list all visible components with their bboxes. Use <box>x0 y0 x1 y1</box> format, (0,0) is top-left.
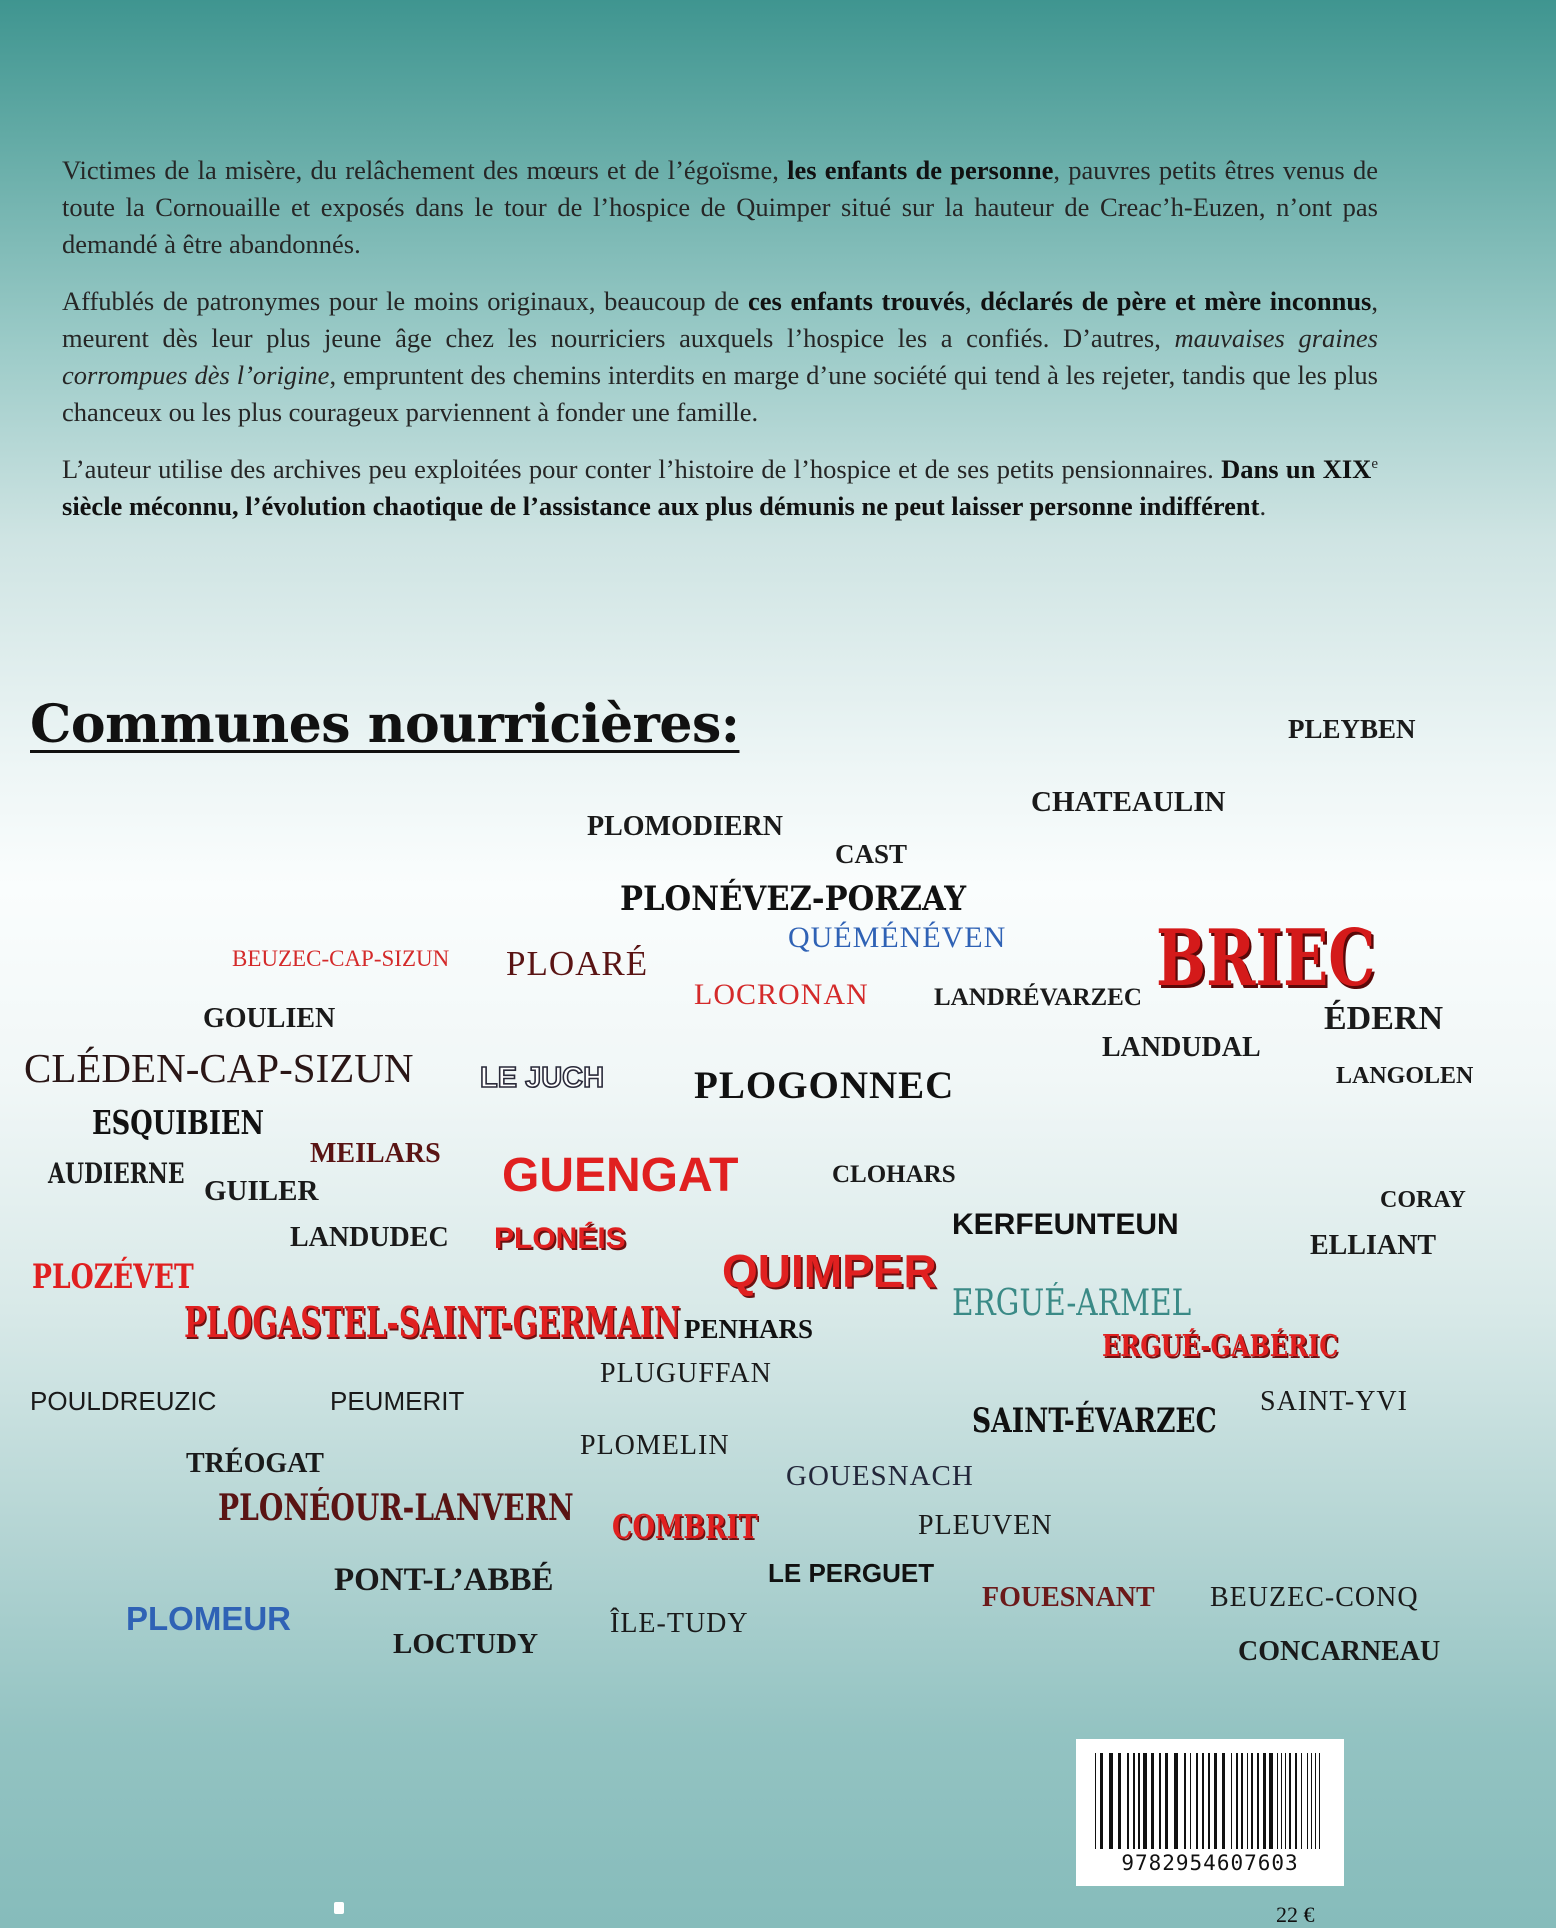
barcode-bar <box>1257 1753 1259 1849</box>
commune-langolen: LANGOLEN <box>1336 1063 1474 1089</box>
barcode-bar <box>1138 1753 1140 1849</box>
commune-gouesnach: GOUESNACH <box>786 1460 974 1492</box>
commune-chateaulin: CHATEAULIN <box>1031 786 1226 818</box>
commune-ploneis: PLONÉIS <box>494 1222 626 1255</box>
commune-kerfeunteun: KERFEUNTEUN <box>952 1208 1179 1241</box>
barcode-bar <box>1263 1753 1266 1849</box>
commune-peumerit: PEUMERIT <box>330 1386 465 1416</box>
barcode-bar <box>1151 1753 1154 1849</box>
barcode-bar <box>1109 1753 1113 1849</box>
commune-beuzec-conq: BEUZEC-CONQ <box>1210 1582 1419 1613</box>
commune-plozevet: PLOZÉVET <box>32 1257 194 1297</box>
commune-treogat: TRÉOGAT <box>186 1448 324 1479</box>
commune-penhars: PENHARS <box>684 1314 814 1344</box>
barcode-bar <box>1236 1753 1238 1849</box>
commune-ploneour-lanvern: PLONÉOUR-LANVERN <box>218 1487 574 1529</box>
communes-heading: Communes nourricières: <box>30 694 740 755</box>
commune-coray: CORAY <box>1380 1187 1466 1213</box>
barcode-bar <box>1143 1753 1147 1849</box>
barcode-bar <box>1251 1753 1253 1849</box>
commune-loctudy: LOCTUDY <box>393 1628 539 1660</box>
commune-plomodiern: PLOMODIERN <box>587 811 783 842</box>
commune-cast: CAST <box>835 839 908 869</box>
isbn-number: 9782954607603 <box>1121 1851 1299 1875</box>
barcode-bar <box>1174 1753 1178 1849</box>
barcode-bar <box>1289 1753 1291 1849</box>
commune-combrit: COMBRIT <box>612 1507 758 1546</box>
barcode-bar <box>1247 1753 1248 1849</box>
commune-plomelin: PLOMELIN <box>580 1430 730 1461</box>
barcode-bar <box>1285 1753 1286 1849</box>
price-label: 22 € <box>1276 1902 1315 1927</box>
commune-plonevez-porzay: PLONÉVEZ-PORZAY <box>620 879 967 919</box>
commune-meilars: MEILARS <box>310 1138 441 1169</box>
commune-elliant: ELLIANT <box>1310 1230 1437 1261</box>
commune-clohars: CLOHARS <box>832 1161 956 1188</box>
commune-pleuven: PLEUVEN <box>918 1510 1053 1541</box>
barcode-bar <box>1118 1753 1121 1849</box>
commune-plogastel-saint-germain: PLOGASTEL-SAINT-GERMAIN <box>184 1298 681 1347</box>
barcode-bar <box>1208 1753 1210 1849</box>
barcode-bar <box>1241 1753 1243 1849</box>
barcode-bar <box>1319 1753 1320 1849</box>
barcode-bar <box>1269 1753 1273 1849</box>
blurb-paragraph-3: L’auteur utilise des archives peu exploitées pour conter l’histoire de l’hospice et de ses petits pensionnaires. Dans un XIXe siècle méconnu, l’évolution chaotique de l’assistance aux plus démunis ne peut laisser personne indifférent. <box>62 454 1378 521</box>
barcode-bar <box>1315 1753 1316 1849</box>
commune-briec: BRIEC <box>1156 913 1376 1004</box>
blurb-paragraph-2: Affublés de patronymes pour le moins originaux, beaucoup de ces enfants trouvés, déclarés de père et mère inconnus, meurent dès leur plus jeune âge chez les nourriciers auxquels l’hospice les a confiés. D’autres, mauvaises graines corrompues dès l’origine, empruntent des chemins interdits en marge d’une société qui tend à les rejeter, tandis que les plus chanceux ou les plus courageux parviennent à fonder une famille. <box>62 286 1378 427</box>
commune-landrevarzec: LANDRÉVARZEC <box>934 984 1142 1011</box>
commune-pleyben: PLEYBEN <box>1288 714 1416 744</box>
barcode-bars <box>1093 1753 1327 1849</box>
barcode-bar <box>1165 1753 1168 1849</box>
barcode-bar <box>1222 1753 1225 1849</box>
commune-ergue-armel: ERGUÉ-ARMEL <box>952 1283 1192 1324</box>
commune-pluguffan: PLUGUFFAN <box>600 1358 772 1389</box>
print-speck <box>334 1902 344 1914</box>
commune-landudec: LANDUDEC <box>290 1222 449 1253</box>
blurb-paragraph-1: Victimes de la misère, du relâchement des mœurs et de l’égoïsme, les enfants de personne, pauvres petits êtres venus de toute la Cornouaille et exposés dans le tour de l’hospice de Quimper situé sur la hauteur de Creac’h-Euzen, n’ont pas demandé à être abandonnés. <box>62 155 1378 259</box>
barcode-bar <box>1202 1753 1204 1849</box>
commune-plogonnec: PLOGONNEC <box>694 1064 955 1107</box>
commune-guiler: GUILER <box>204 1175 319 1207</box>
commune-ergue-gaberic: ERGUÉ-GABÉRIC <box>1102 1329 1339 1364</box>
commune-goulien: GOULIEN <box>203 1003 336 1034</box>
barcode-bar <box>1295 1753 1297 1849</box>
barcode-bar <box>1281 1753 1282 1849</box>
barcode-bar <box>1127 1753 1129 1849</box>
barcode-bar <box>1231 1753 1232 1849</box>
commune-quemeneven: QUÉMÉNÉVEN <box>788 921 1007 954</box>
commune-ploare: PLOARÉ <box>506 944 649 983</box>
commune-esquibien: ESQUIBIEN <box>92 1103 265 1142</box>
commune-guengat: GUENGAT <box>502 1149 739 1202</box>
commune-le-juch: LE JUCH <box>480 1062 605 1094</box>
back-cover-blurb <box>62 152 1378 545</box>
commune-landudal: LANDUDAL <box>1102 1032 1261 1063</box>
barcode-bar <box>1133 1753 1135 1849</box>
barcode-bar <box>1301 1753 1302 1849</box>
barcode-bar <box>1190 1753 1191 1849</box>
commune-saint-evarzec: SAINT-ÉVARZEC <box>972 1401 1217 1441</box>
commune-plomeur: PLOMEUR <box>126 1600 291 1637</box>
barcode-bar <box>1196 1753 1198 1849</box>
barcode-bar <box>1214 1753 1217 1849</box>
commune-audierne: AUDIERNE <box>48 1157 185 1190</box>
commune-locronan: LOCRONAN <box>694 978 869 1011</box>
commune-concarneau: CONCARNEAU <box>1238 1636 1441 1667</box>
commune-le-perguet: LE PERGUET <box>768 1558 935 1588</box>
barcode-bar <box>1311 1753 1312 1849</box>
commune-edern: ÉDERN <box>1324 1000 1444 1037</box>
commune-ile-tudy: ÎLE-TUDY <box>610 1608 749 1639</box>
commune-cleden-cap-sizun: CLÉDEN-CAP-SIZUN <box>24 1045 414 1091</box>
barcode-bar <box>1100 1753 1103 1849</box>
barcode-bar <box>1159 1753 1161 1849</box>
commune-saint-yvi: SAINT-YVI <box>1260 1386 1408 1417</box>
barcode-bar <box>1184 1753 1186 1849</box>
barcode-bar <box>1307 1753 1308 1849</box>
commune-fouesnant: FOUESNANT <box>982 1582 1155 1613</box>
isbn-barcode <box>1076 1739 1344 1886</box>
commune-beuzec-cap-sizun: BEUZEC-CAP-SIZUN <box>232 946 450 971</box>
commune-pont-labbe: PONT-L’ABBÉ <box>334 1562 554 1598</box>
commune-pouldreuzic: POULDREUZIC <box>30 1386 217 1416</box>
barcode-bar <box>1277 1753 1278 1849</box>
barcode-bar <box>1095 1753 1096 1849</box>
commune-quimper: QUIMPER <box>722 1245 937 1297</box>
